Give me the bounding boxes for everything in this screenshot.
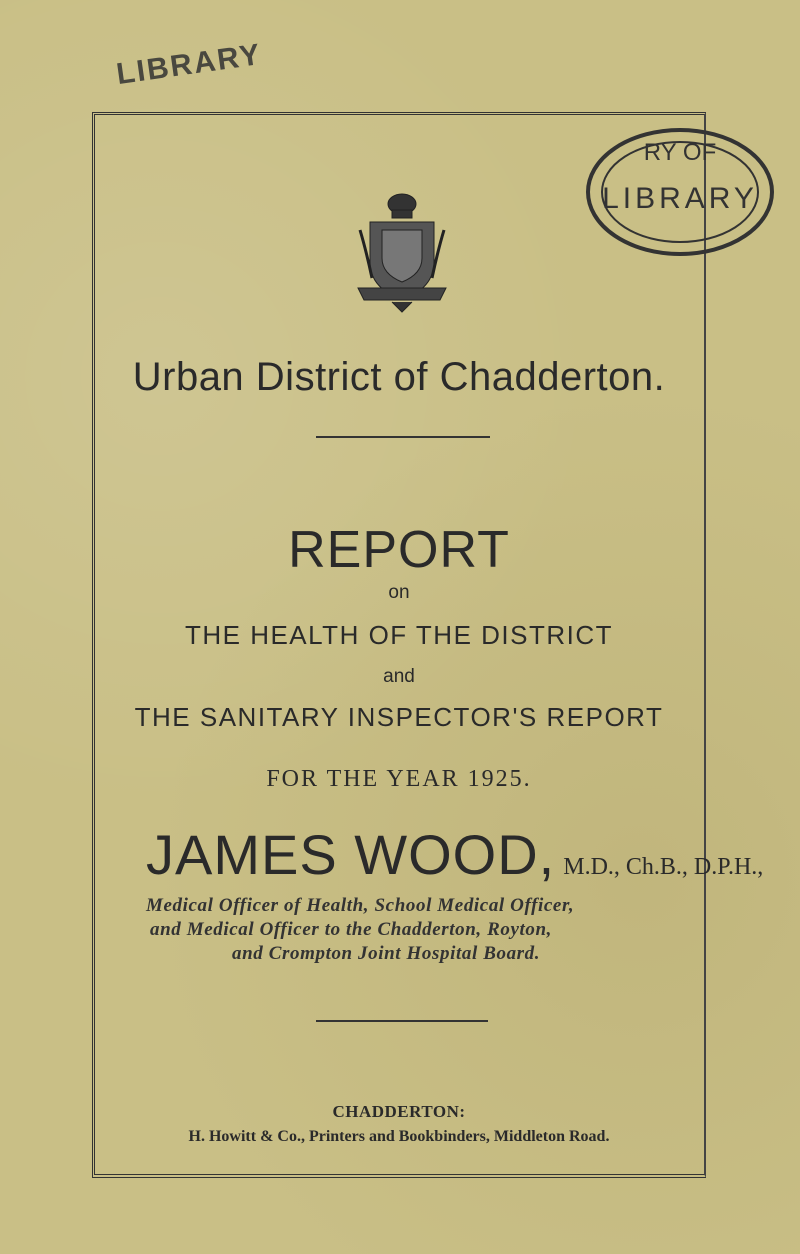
report-heading: REPORT — [288, 521, 510, 579]
author-name: JAMES WOOD, — [146, 823, 556, 886]
appointment-block — [146, 894, 666, 966]
sanitary-line: THE SANITARY INSPECTOR'S REPORT — [134, 702, 664, 732]
publisher-line: H. Howitt & Co., Printers and Bookbinders, Middleton Road. — [188, 1128, 610, 1145]
divider — [316, 1020, 488, 1022]
library-stamp-icon — [560, 120, 800, 300]
and-word: and — [383, 666, 415, 687]
library-stamp-line2: LIBRARY — [602, 182, 758, 215]
author — [146, 822, 763, 887]
divider — [316, 436, 490, 438]
publisher-place: CHADDERTON: — [332, 1102, 466, 1121]
author-qualifications: M.D., Ch.B., D.P.H., — [563, 854, 764, 880]
appointment-line: and Medical Officer to the Chadderton, Royton, — [150, 919, 552, 940]
on-word: on — [388, 582, 410, 603]
health-line: THE HEALTH OF THE DISTRICT — [184, 620, 614, 650]
coat-of-arms-icon — [352, 190, 452, 320]
library-stamp-top: LIBRARY — [114, 37, 264, 92]
year-line: FOR THE YEAR 1925. — [266, 766, 532, 792]
appointment-line: and Crompton Joint Hospital Board. — [232, 943, 541, 964]
appointment-line: Medical Officer of Health, School Medical Officer, — [146, 895, 575, 916]
council-title: Urban District of Chadderton. — [132, 355, 666, 399]
library-stamp-line1: RY OF — [643, 139, 717, 166]
